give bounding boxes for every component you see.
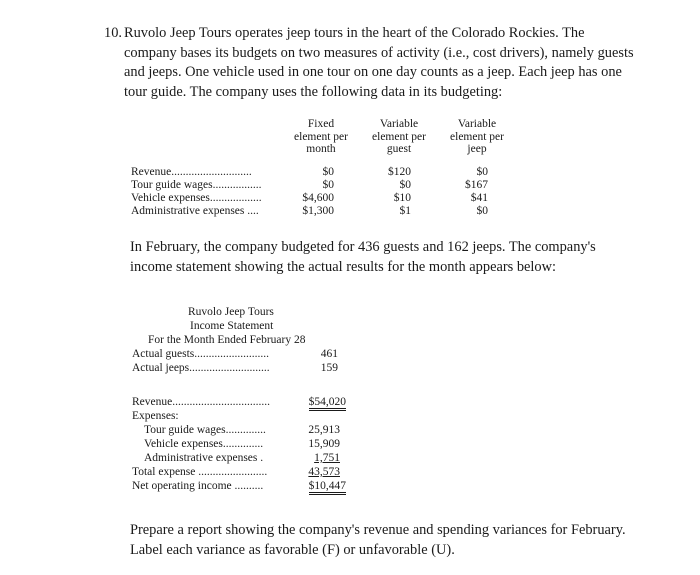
tour-wages-row: Tour guide wages.............. 25,913 (144, 424, 340, 436)
statement-title: Ruvolo Jeep Tours (188, 306, 274, 318)
actual-jeeps-row: Actual jeeps............................ 159 (132, 362, 338, 374)
problem-intro (104, 24, 634, 102)
header-variable-jeep: Variable element per jeep (450, 118, 504, 155)
table-row: Administrative expenses .... $1,300 $1 $0 (131, 205, 488, 217)
intro-line: Ruvolo Jeep Tours operates jeep tours in the heart of the Colorado Rockies. The (124, 25, 585, 41)
header-variable-guest: Variable element per guest (372, 118, 426, 155)
expenses-heading: Expenses: (132, 410, 179, 422)
table-row: Vehicle expenses.................. $4,600 $10 $41 (131, 192, 488, 204)
instructions-paragraph: Prepare a report showing the company's revenue and spending variances for February. Label each variance as favorable (F) or unfavorable (U). (130, 522, 626, 558)
header-fixed: Fixed element per month (294, 118, 348, 155)
statement-period: For the Month Ended February 28 (148, 334, 306, 346)
intro-line: company bases its budgets on two measures of activity (i.e., cost drivers), namely guests (124, 44, 634, 61)
revenue-row: Revenue.................................. $54,020 (130, 396, 360, 410)
vehicle-row: Vehicle expenses.............. 15,909 (144, 438, 340, 450)
table-row: Tour guide wages................. $0 $0 $167 (131, 179, 488, 191)
statement-subtitle: Income Statement (190, 320, 274, 332)
february-paragraph: In February, the company budgeted for 436 guests and 162 jeeps. The company's income statement showing the actual results for the month appears below: (130, 239, 596, 275)
table-row: Revenue............................ $0 $120 $0 (131, 166, 488, 178)
intro-line: and jeeps. One vehicle used in one tour on one day counts as a jeep. Each jeep has one (124, 64, 622, 80)
net-income-row: Net operating income .......... $10,447 (130, 480, 360, 494)
admin-row: Administrative expenses . 1,751 (144, 452, 340, 464)
actual-guests-row: Actual guests.......................... 461 (132, 348, 338, 360)
problem-number: 10. (104, 25, 122, 41)
intro-line: tour guide. The company uses the following data in its budgeting: (124, 83, 503, 100)
total-expense-row: Total expense ........................ 43,573 (132, 466, 340, 478)
